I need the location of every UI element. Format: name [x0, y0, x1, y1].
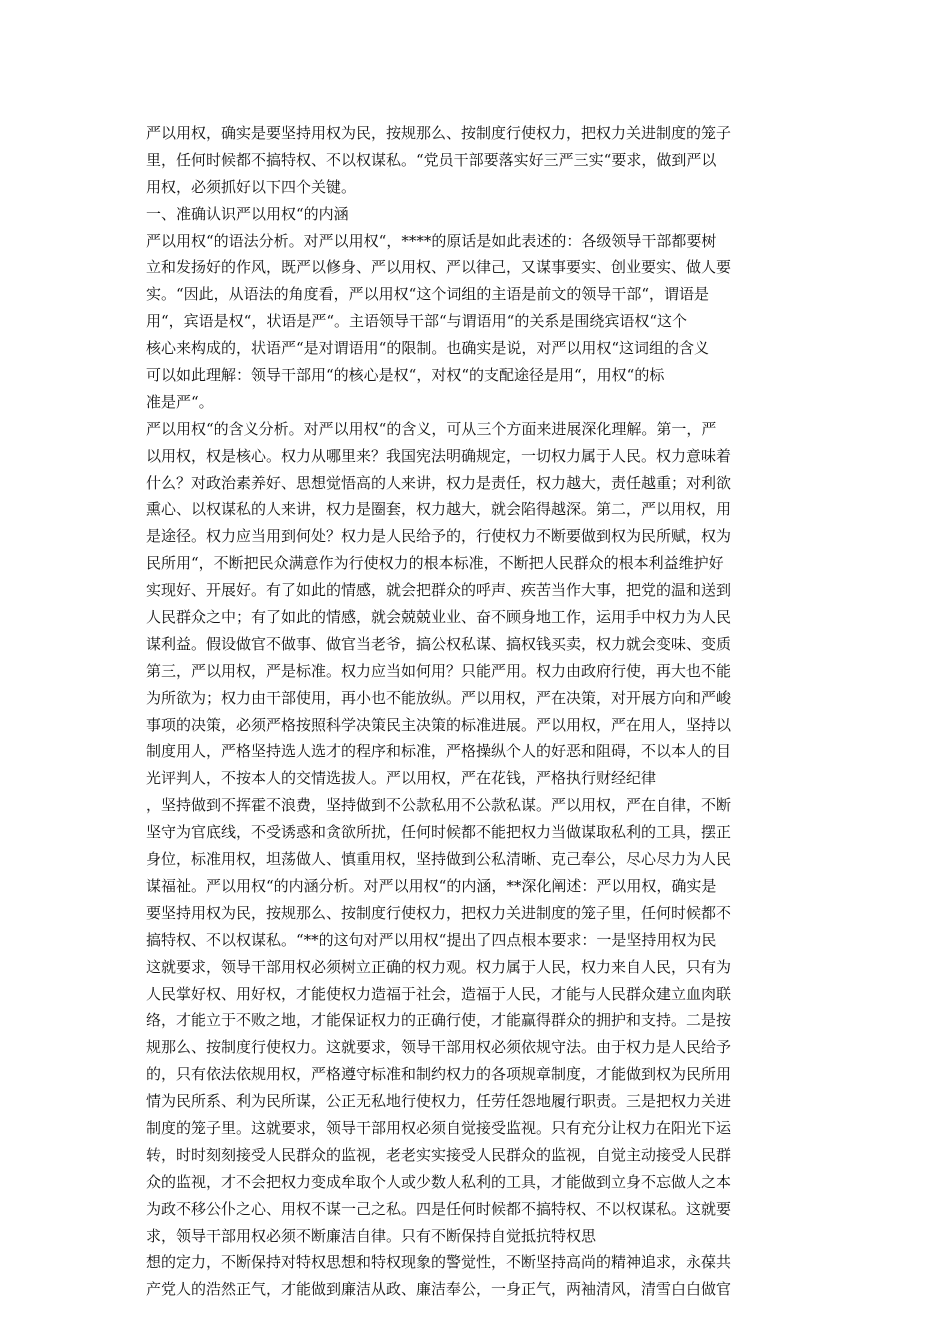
text-line: 实。“因此，从语法的角度看，严以用权“这个词组的主语是前文的领导干部“，谓语是: [146, 285, 710, 304]
text-line: 要坚持用权为民，按规那么、按制度行使权力，把权力关进制度的笼子里，任何时候都不: [146, 903, 732, 922]
text-line: 严以用权“的含义分析。对严以用权“的含义，可从三个方面来进展深化理解。第一，严: [146, 419, 717, 438]
text-line: 用“，宾语是权“，状语是严“。主语领导干部“与谓语用“的关系是围绕宾语权“这个: [146, 312, 688, 331]
text-line: 为所欲为；权力由干部使用，再小也不能放纵。严以用权，严在决策，对开展方向和严峻: [146, 688, 732, 707]
text-line: 熏心、以权谋私的人来讲，权力是圈套，权力越大，就会陷得越深。第二，严以用权，用: [146, 500, 732, 519]
text-line: 人民群众之中；有了如此的情感，就会兢兢业业、奋不顾身地工作，运用手中权力为人民: [146, 608, 732, 627]
text-line: 第三，严以用权，严是标准。权力应当如何用？只能严用。权力由政府行使，再大也不能: [146, 661, 732, 680]
text-line: 想的定力，不断保持对特权思想和特权现象的警觉性，不断坚持高尚的精神追求，永葆共: [146, 1253, 732, 1272]
text-line: 准是严“。: [146, 392, 214, 411]
text-line: 络，才能立于不败之地，才能保证权力的正确行使，才能赢得群众的拥护和支持。二是按: [146, 1011, 732, 1030]
text-line: 产党人的浩然正气，才能做到廉洁从政、廉洁奉公，一身正气，两袖清风，清雪白白做官: [146, 1280, 732, 1299]
text-line: 为政不移公仆之心、用权不谋一己之私。四是任何时候都不搞特权、不以权谋私。这就要: [146, 1199, 732, 1218]
text-line: 里，任何时候都不搞特权、不以权谋私。“党员干部要落实好三严三实“要求，做到严以: [146, 150, 717, 169]
text-line: 制度的笼子里。这就要求，领导干部用权必须自觉接受监视。只有充分让权力在阳光下运: [146, 1118, 732, 1137]
text-line: ，坚持做到不挥霍不浪费，坚持做到不公款私用不公款私谋。严以用权，严在自律，不断: [146, 796, 732, 815]
text-line: 民所用“，不断把民众满意作为行使权力的根本标准，不断把人民群众的根本利益维护好: [146, 554, 724, 573]
text-line: 众的监视，才不会把权力变成牟取个人或少数人私利的工具，才能做到立身不忘做人之本: [146, 1172, 732, 1191]
text-line: 事项的决策，必须严格按照科学决策民主决策的标准进展。严以用权，严在用人，坚持以: [146, 715, 732, 734]
text-line: 用权，必须抓好以下四个关键。: [146, 177, 357, 196]
text-line: 这就要求，领导干部用权必须树立正确的权力观。权力属于人民，权力来自人民，只有为: [146, 957, 732, 976]
text-line: 规那么、按制度行使权力。这就要求，领导干部用权必须依规守法。由于权力是人民给予: [146, 1038, 732, 1057]
text-line: 搞特权、不以权谋私。“**的这句对严以用权“提出了四点根本要求：一是坚持用权为民: [146, 930, 717, 949]
text-line: 求，领导干部用权必须不断廉洁自律。只有不断保持自觉抵抗特权思: [146, 1226, 597, 1245]
text-line: 谋利益。假设做官不做事、做官当老爷，搞公权私谋、搞权钱买卖，权力就会变味、变质: [146, 634, 732, 653]
text-line: 制度用人，严格坚持选人选才的程序和标准，严格操纵个人的好恶和阻碍，不以本人的目: [146, 742, 732, 761]
text-line: 人民掌好权、用好权，才能使权力造福于社会，造福于人民，才能与人民群众建立血肉联: [146, 984, 732, 1003]
text-line: 光评判人，不按本人的交情选拔人。严以用权，严在花钱，严格执行财经纪律: [146, 769, 657, 788]
text-line: 什么？对政治素养好、思想觉悟高的人来讲，权力是责任，权力越大，责任越重；对利欲: [146, 473, 732, 492]
text-line: 立和发扬好的作风，既严以修身、严以用权、严以律己，又谋事要实、创业要实、做人要: [146, 258, 732, 277]
text-line: 谋福祉。严以用权“的内涵分析。对严以用权“的内涵，**深化阐述：严以用权，确实是: [146, 876, 717, 895]
text-line: 转，时时刻刻接受人民群众的监视，老老实实接受人民群众的监视，自觉主动接受人民群: [146, 1145, 732, 1164]
text-line: 身位，标准用权，坦荡做人、慎重用权，坚持做到公私清晰、克己奉公，尽心尽力为人民: [146, 850, 732, 869]
text-line: 一、准确认识严以用权“的内涵: [146, 204, 349, 223]
text-line: 可以如此理解：领导干部用“的核心是权“，对权“的支配途径是用“，用权“的标: [146, 366, 665, 385]
text-line: 坚守为官底线，不受诱惑和贪欲所扰，任何时候都不能把权力当做谋取私利的工具，摆正: [146, 823, 732, 842]
document-body: [146, 120, 806, 1303]
text-line: 核心来构成的，状语严“是对谓语用“的限制。也确实是说，对严以用权“这词组的含义: [146, 339, 710, 358]
text-line: 实现好、开展好。有了如此的情感，就会把群众的呼声、疾苦当作大事，把党的温和送到: [146, 581, 732, 600]
text-line: 严以用权，确实是要坚持用权为民，按规那么、按制度行使权力，把权力关进制度的笼子: [146, 124, 732, 142]
text-line: 严以用权“的语法分析。对严以用权“，****的原话是如此表述的：各级领导干部都要树: [146, 231, 717, 250]
text-line: 以用权，权是核心。权力从哪里来？我国宪法明确规定，一切权力属于人民。权力意味着: [146, 446, 732, 465]
text-line: 情为民所系、利为民所谋，公正无私地行使权力，任劳任怨地履行职责。三是把权力关进: [146, 1092, 732, 1111]
text-line: 的，只有依法依规用权，严格遵守标准和制约权力的各项规章制度，才能做到权为民所用: [146, 1065, 732, 1084]
text-line: 是途径。权力应当用到何处？权力是人民给予的，行使权力不断要做到权为民所赋，权为: [146, 527, 732, 546]
